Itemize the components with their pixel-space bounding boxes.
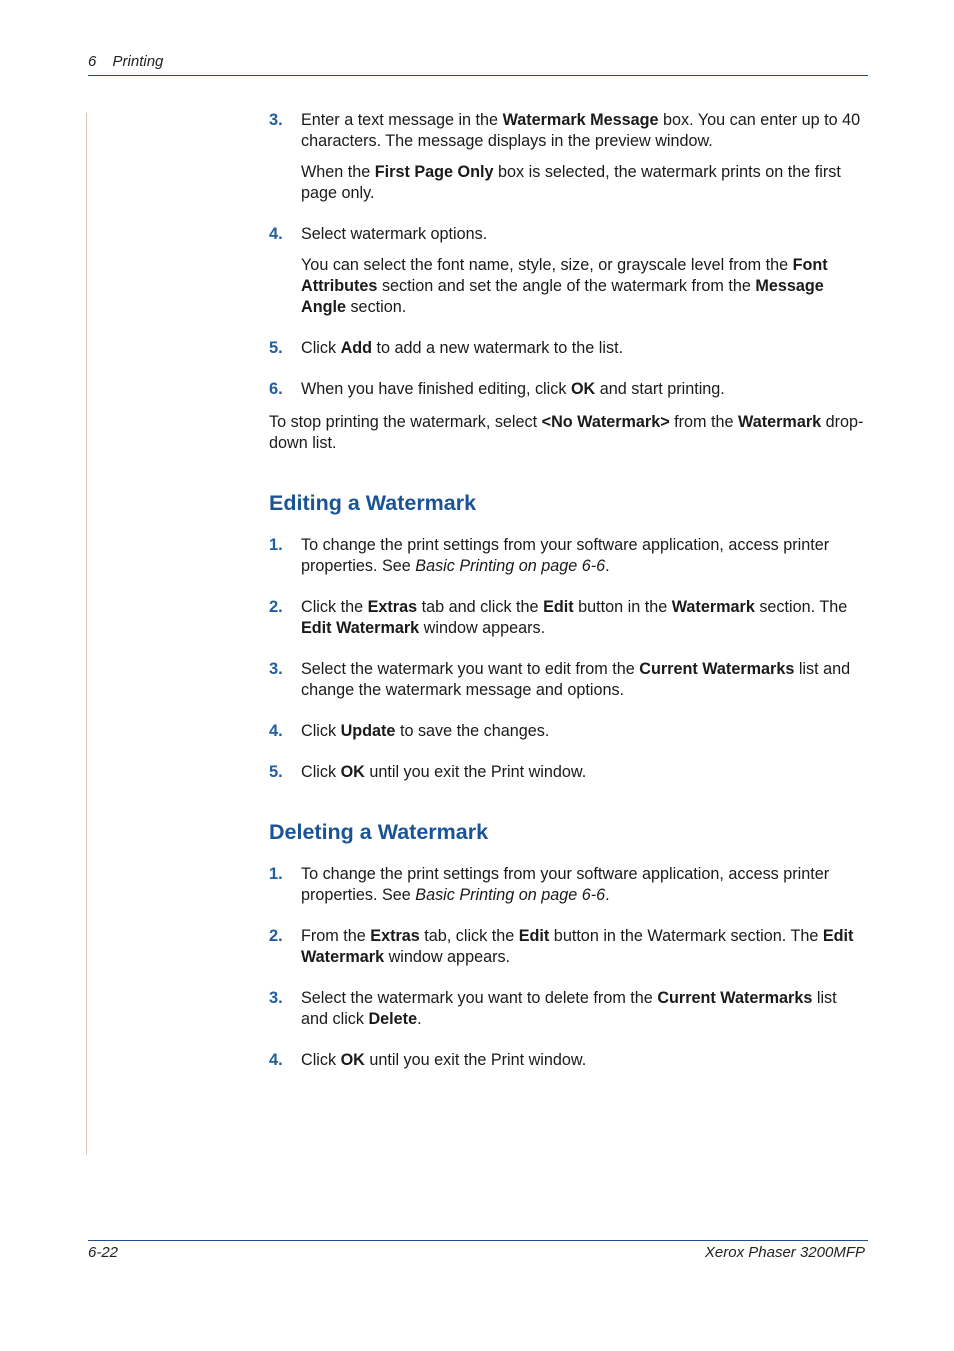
step-item	[269, 1050, 867, 1071]
text-run: to add a new watermark to the list.	[372, 339, 624, 357]
text-run: To stop printing the watermark, select	[269, 413, 542, 431]
section-title-deleting: Deleting a Watermark	[269, 820, 489, 844]
step-number: 6.	[269, 380, 283, 398]
text-run: Click	[301, 763, 341, 781]
text-run: To change the print settings from your software application, access printer properties. See	[301, 536, 830, 575]
bold-term: Extras	[367, 598, 418, 616]
text-run: window appears.	[419, 619, 546, 637]
step-number: 3.	[269, 660, 283, 678]
bold-term: Watermark	[671, 598, 755, 616]
text-run: Select the watermark you want to edit from the	[301, 660, 640, 678]
bold-term: OK	[340, 1051, 365, 1069]
step-text	[301, 721, 867, 742]
step-text	[301, 1050, 867, 1071]
step-item	[269, 721, 867, 742]
bold-term: Extras	[370, 927, 420, 945]
step-item	[269, 926, 867, 968]
text-run: drop-down list.	[269, 413, 864, 452]
text-run: Click	[301, 339, 341, 357]
page-number: 6-22	[88, 1244, 119, 1261]
text-run: and start printing.	[595, 380, 725, 398]
step-text	[301, 379, 867, 400]
page-footer	[88, 1240, 868, 1266]
section-title-editing: Editing a Watermark	[269, 491, 477, 515]
text-run: You can select the font name, style, size, or grayscale level from the	[301, 256, 793, 274]
bold-term: Font Attributes	[301, 256, 828, 295]
bold-term: OK	[570, 380, 596, 398]
main-content	[269, 110, 867, 1091]
step-item	[269, 988, 867, 1030]
bold-term: Current Watermarks	[639, 660, 795, 678]
text-run: section.	[345, 298, 407, 316]
text-run: Click	[301, 722, 341, 740]
bold-term: Message Angle	[301, 277, 824, 316]
cross-reference: Basic Printing on page 6-6	[415, 557, 606, 575]
text-run: From the	[301, 927, 371, 945]
text-run: until you exit the Print window.	[364, 1051, 587, 1069]
text-run: section and set the angle of the watermark from the	[377, 277, 756, 295]
text-run: Enter a text message in the	[301, 111, 503, 129]
text-run: until you exit the Print window.	[364, 763, 587, 781]
step-number: 4.	[269, 225, 283, 243]
step-text	[301, 162, 867, 204]
text-run: To change the print settings from your software application, access printer properties. See	[301, 865, 830, 904]
bold-term: Edit	[518, 927, 550, 945]
step-item	[269, 597, 867, 639]
step-number: 3.	[269, 989, 283, 1007]
step-item	[269, 864, 867, 906]
bold-term: OK	[340, 763, 365, 781]
product-name: Xerox Phaser 3200MFP	[704, 1244, 865, 1261]
step-number: 2.	[269, 927, 283, 945]
step-item	[269, 110, 867, 204]
step-text	[301, 110, 867, 152]
step-text	[301, 659, 867, 701]
text-run: tab and click the	[417, 598, 544, 616]
text-run: Click the	[301, 598, 368, 616]
text-run: box is selected, the watermark prints on the first page only.	[301, 163, 841, 202]
text-run: Click	[301, 1051, 341, 1069]
step-number: 1.	[269, 865, 283, 883]
text-run: Select watermark options.	[301, 225, 488, 243]
margin-rule	[86, 113, 87, 1155]
step-text	[301, 762, 867, 783]
bold-term: Edit Watermark	[301, 927, 854, 966]
bold-term: Watermark Message	[502, 111, 659, 129]
step-number: 5.	[269, 339, 283, 357]
step-number: 3.	[269, 111, 283, 129]
text-run: window appears.	[384, 948, 511, 966]
step-item	[269, 659, 867, 701]
text-run: .	[417, 1010, 422, 1028]
text-run: to save the changes.	[395, 722, 550, 740]
step-text	[301, 338, 867, 359]
text-run: from the	[669, 413, 739, 431]
bold-term: Update	[340, 722, 396, 740]
chapter-title: Printing	[112, 53, 164, 70]
text-run: box. You can enter up to 40 characters. The message displays in the preview window.	[301, 111, 861, 150]
text-run: button in the Watermark section. The	[549, 927, 823, 945]
step-number: 4.	[269, 722, 283, 740]
text-run: .	[605, 886, 610, 904]
watermark-steps-list	[269, 110, 867, 400]
step-number: 5.	[269, 763, 283, 781]
step-item	[269, 379, 867, 400]
bold-term: Add	[340, 339, 373, 357]
step-text	[301, 988, 867, 1030]
step-text	[301, 535, 867, 577]
chapter-number: 6	[88, 53, 97, 70]
deleting-steps-list	[269, 864, 867, 1071]
text-run: button in the	[573, 598, 672, 616]
step-text	[301, 224, 867, 245]
step-number: 2.	[269, 598, 283, 616]
bold-term: Edit	[543, 598, 574, 616]
bold-term: First Page Only	[374, 163, 494, 181]
text-run: Select the watermark you want to delete from the	[301, 989, 658, 1007]
stop-watermark-note	[269, 412, 867, 454]
cross-reference: Basic Printing on page 6-6	[415, 886, 606, 904]
step-item	[269, 535, 867, 577]
step-item	[269, 224, 867, 318]
bold-term: Current Watermarks	[657, 989, 813, 1007]
bold-term: Edit Watermark	[301, 619, 420, 637]
text-run: list and click	[301, 989, 837, 1028]
bold-term: Delete	[368, 1010, 418, 1028]
step-item	[269, 338, 867, 359]
editing-steps-list	[269, 535, 867, 783]
page-header	[88, 53, 868, 76]
text-run: section. The	[754, 598, 848, 616]
text-run: tab, click the	[419, 927, 519, 945]
step-text	[301, 597, 867, 639]
step-number: 4.	[269, 1051, 283, 1069]
text-run: When the	[301, 163, 375, 181]
step-item	[269, 762, 867, 783]
text-run: list and change the watermark message and options.	[301, 660, 851, 699]
step-text	[301, 926, 867, 968]
bold-term: <No Watermark>	[541, 413, 670, 431]
step-number: 1.	[269, 536, 283, 554]
bold-term: Watermark	[738, 413, 822, 431]
text-run: When you have finished editing, click	[301, 380, 571, 398]
step-text	[301, 864, 867, 906]
step-text	[301, 255, 867, 318]
text-run: .	[605, 557, 610, 575]
